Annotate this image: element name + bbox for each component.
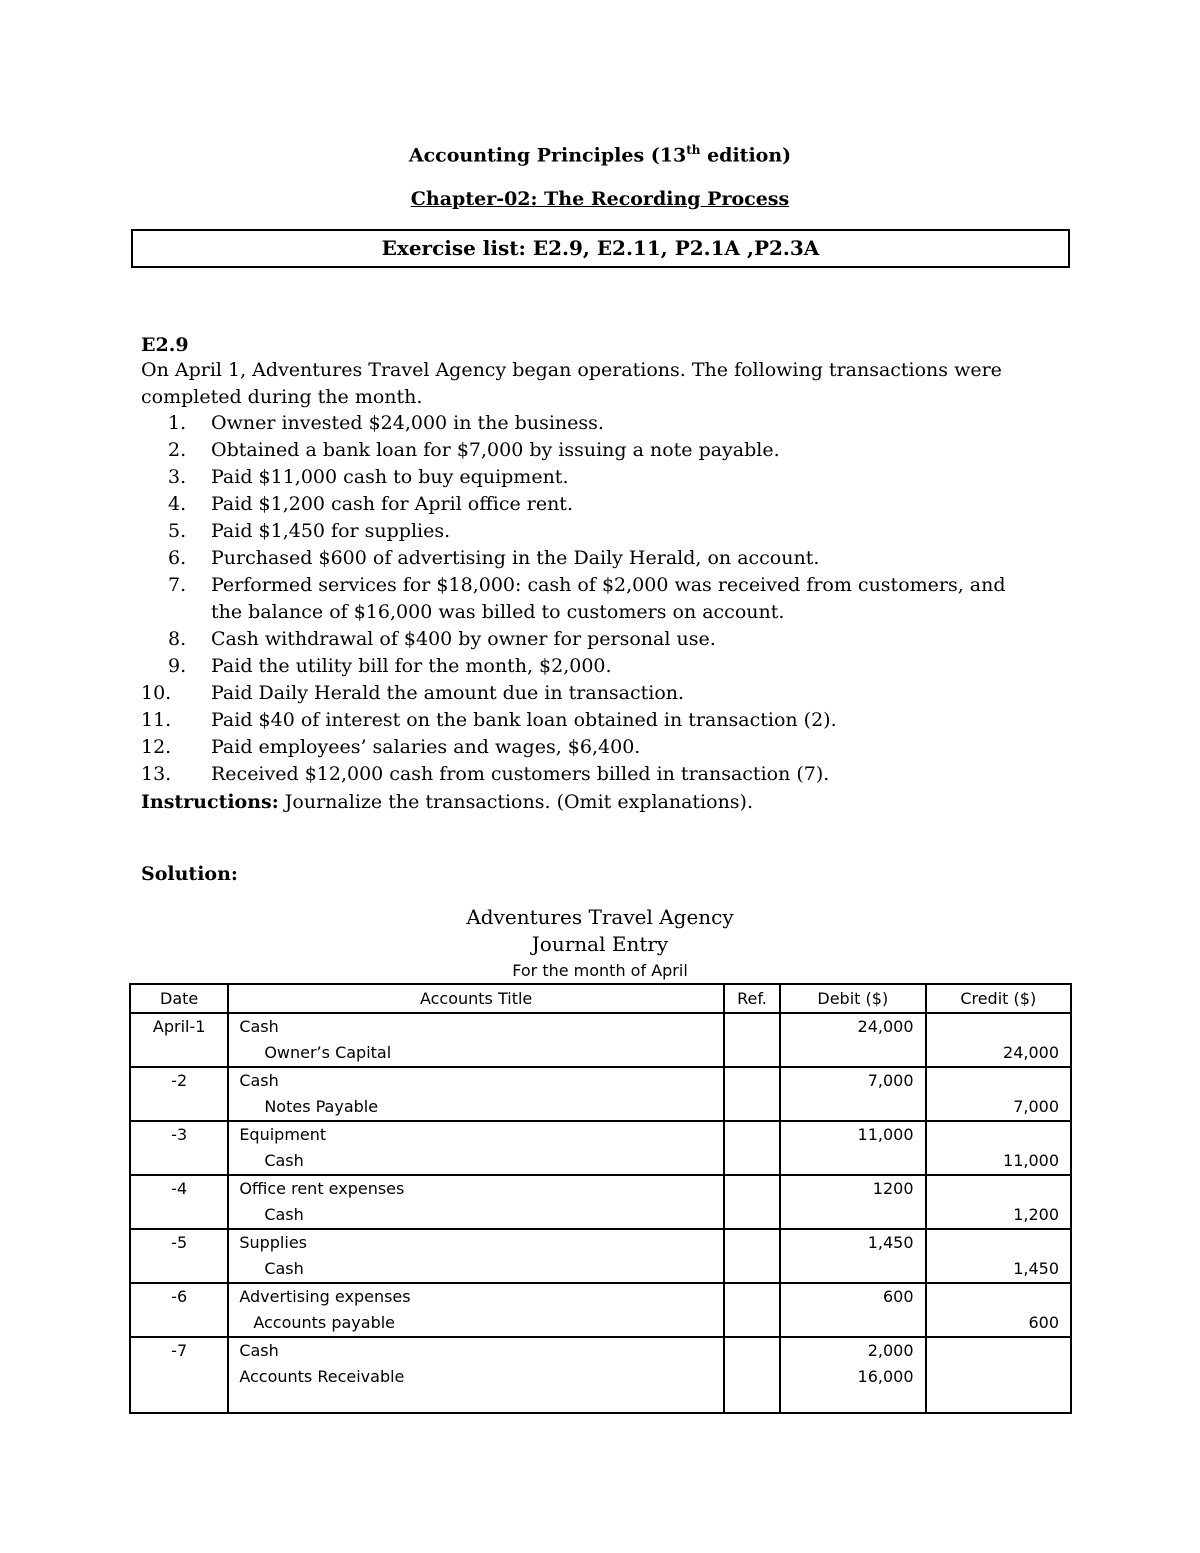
credit-amount [927, 1176, 1070, 1202]
transaction-item [141, 491, 1041, 518]
entry-debit-cell [780, 1175, 925, 1229]
transaction-item [141, 734, 1041, 761]
debit-amount [781, 1310, 924, 1336]
journal-entry-row [130, 1013, 1071, 1067]
entry-debit-cell [780, 1229, 925, 1283]
entry-accounts-cell [228, 1283, 724, 1337]
transaction-item [141, 707, 1041, 734]
transaction-item [141, 653, 1041, 680]
entry-date: -2 [171, 1071, 188, 1090]
transaction-text: Cash withdrawal of $400 by owner for personal use. [211, 628, 716, 650]
credit-amount [927, 1122, 1070, 1148]
account-title: Accounts payable [253, 1313, 396, 1332]
book-title-text: Accounting Principles (13 [408, 144, 687, 167]
book-title-end: edition) [700, 144, 792, 167]
journal-entry-row [130, 1229, 1071, 1283]
entry-date: April-1 [152, 1017, 206, 1036]
credit-amount [927, 1068, 1070, 1094]
credit-amount: 7,000 [1013, 1097, 1059, 1116]
col-credit: Credit ($) [926, 984, 1071, 1013]
account-title: Equipment [239, 1125, 327, 1144]
account-title: Accounts Receivable [239, 1367, 405, 1386]
entry-debit-cell [780, 1067, 925, 1121]
transaction-item [141, 545, 1041, 572]
entry-date-cell [130, 1013, 228, 1067]
company-name: Adventures Travel Agency [466, 905, 734, 929]
transaction-list [141, 410, 1041, 788]
entry-date: -4 [171, 1179, 188, 1198]
exercise-intro: On April 1, Adventures Travel Agency began operations. The following transactions were completed during the month. [141, 359, 1002, 408]
debit-amount [781, 1094, 924, 1120]
transaction-number: 8. [168, 628, 187, 650]
debit-amount: 2,000 [867, 1341, 914, 1360]
account-title: Cash [264, 1151, 304, 1170]
entry-credit-cell [926, 1229, 1071, 1283]
transaction-item [141, 464, 1041, 491]
journal-header-row [130, 984, 1071, 1013]
debit-amount [781, 1040, 924, 1066]
account-title: Cash [239, 1017, 279, 1036]
transaction-text: Received $12,000 cash from customers billed in transaction (7). [211, 763, 830, 785]
debit-amount: 1200 [872, 1179, 914, 1198]
book-title [0, 143, 1200, 166]
account-title: Advertising expenses [239, 1287, 411, 1306]
instructions [141, 789, 753, 816]
transaction-number: 7. [168, 574, 187, 596]
entry-credit-cell [926, 1121, 1071, 1175]
transaction-item [141, 410, 1041, 437]
journal-entry-row [130, 1067, 1071, 1121]
account-title: Cash [264, 1205, 304, 1224]
entry-ref-cell [724, 1229, 780, 1283]
transaction-text: Paid employees’ salaries and wages, $6,400. [211, 736, 641, 758]
transaction-item [141, 761, 1041, 788]
entry-accounts-cell [228, 1337, 724, 1413]
debit-amount: 24,000 [857, 1017, 914, 1036]
instructions-text: Journalize the transactions. (Omit explanations). [278, 791, 754, 813]
transaction-number: 11. [141, 709, 172, 731]
debit-amount [781, 1202, 924, 1228]
credit-amount: 24,000 [1003, 1043, 1059, 1062]
entry-date: -3 [171, 1125, 188, 1144]
journal-period: For the month of April [512, 961, 688, 980]
transaction-item [141, 437, 1041, 464]
entry-accounts-cell [228, 1067, 724, 1121]
debit-amount: 7,000 [867, 1071, 914, 1090]
transaction-item [141, 626, 1041, 653]
entry-date-cell [130, 1337, 228, 1413]
transaction-number: 13. [141, 763, 172, 785]
debit-amount: 16,000 [857, 1367, 914, 1386]
transaction-number: 5. [168, 520, 187, 542]
entry-credit-cell [926, 1337, 1071, 1413]
solution-label: Solution: [141, 863, 238, 885]
transaction-number: 10. [141, 682, 172, 704]
entry-ref-cell [724, 1013, 780, 1067]
exercise-heading: E2.9 [141, 334, 189, 356]
credit-amount: 11,000 [1003, 1151, 1059, 1170]
transaction-text: Paid $1,200 cash for April office rent. [211, 493, 573, 515]
transaction-number: 4. [168, 493, 187, 515]
entry-credit-cell [926, 1175, 1071, 1229]
entry-credit-cell [926, 1283, 1071, 1337]
transaction-text: Owner invested $24,000 in the business. [211, 412, 604, 434]
col-debit: Debit ($) [780, 984, 925, 1013]
entry-ref-cell [724, 1283, 780, 1337]
journal-entry-row [130, 1175, 1071, 1229]
exercise-list-box: Exercise list: E2.9, E2.11, P2.1A ,P2.3A [131, 229, 1070, 268]
account-title: Cash [239, 1341, 279, 1360]
entry-date: -6 [171, 1287, 188, 1306]
credit-amount [927, 1338, 1070, 1364]
transaction-number: 9. [168, 655, 187, 677]
entry-date-cell [130, 1229, 228, 1283]
debit-amount [781, 1148, 924, 1174]
entry-accounts-cell [228, 1121, 724, 1175]
transaction-item [141, 680, 1041, 707]
journal-entry-row [130, 1337, 1071, 1413]
entry-debit-cell [780, 1337, 925, 1413]
transaction-text: Paid $40 of interest on the bank loan obtained in transaction (2). [211, 709, 837, 731]
transaction-number: 12. [141, 736, 172, 758]
credit-amount [927, 1284, 1070, 1310]
credit-amount [927, 1364, 1070, 1390]
debit-amount: 1,450 [867, 1233, 914, 1252]
debit-amount: 600 [882, 1287, 914, 1306]
journal-entry-row [130, 1121, 1071, 1175]
transaction-text: Paid Daily Herald the amount due in transaction. [211, 682, 685, 704]
entry-date-cell [130, 1283, 228, 1337]
transaction-item [141, 518, 1041, 545]
entry-debit-cell [780, 1283, 925, 1337]
account-title: Owner’s Capital [264, 1043, 392, 1062]
transaction-text: Purchased $600 of advertising in the Daily Herald, on account. [211, 547, 820, 569]
entry-date-cell [130, 1067, 228, 1121]
transaction-number: 6. [168, 547, 187, 569]
entry-accounts-cell [228, 1229, 724, 1283]
transaction-text: Obtained a bank loan for $7,000 by issuing a note payable. [211, 439, 780, 461]
credit-amount [927, 1014, 1070, 1040]
account-title: Office rent expenses [239, 1179, 405, 1198]
entry-date: -5 [171, 1233, 188, 1252]
transaction-number: 3. [168, 466, 187, 488]
entry-date-cell [130, 1175, 228, 1229]
credit-amount: 600 [1028, 1313, 1059, 1332]
account-title: Notes Payable [264, 1097, 379, 1116]
account-title: Cash [264, 1259, 304, 1278]
book-title-superscript: th [686, 143, 701, 157]
debit-amount: 11,000 [857, 1125, 914, 1144]
entry-ref-cell [724, 1337, 780, 1413]
transaction-text: Paid the utility bill for the month, $2,000. [211, 655, 612, 677]
entry-credit-cell [926, 1013, 1071, 1067]
entry-accounts-cell [228, 1175, 724, 1229]
entry-accounts-cell [228, 1013, 724, 1067]
credit-amount [927, 1230, 1070, 1256]
credit-amount: 1,450 [1013, 1259, 1059, 1278]
transaction-number: 2. [168, 439, 187, 461]
account-title: Supplies [239, 1233, 307, 1252]
entry-date-cell [130, 1121, 228, 1175]
col-date: Date [130, 984, 228, 1013]
journal-body [130, 1013, 1071, 1413]
entry-debit-cell [780, 1013, 925, 1067]
transaction-text: Paid $11,000 cash to buy equipment. [211, 466, 569, 488]
transaction-text: Paid $1,450 for supplies. [211, 520, 451, 542]
transaction-text: Performed services for $18,000: cash of $2,000 was received from customers, and the balance of $16,000 was billed to customers on account. [211, 574, 1006, 623]
entry-debit-cell [780, 1121, 925, 1175]
entry-ref-cell [724, 1067, 780, 1121]
credit-amount: 1,200 [1013, 1205, 1059, 1224]
col-ref: Ref. [724, 984, 780, 1013]
account-title: Cash [239, 1071, 279, 1090]
entry-ref-cell [724, 1121, 780, 1175]
chapter-title: Chapter-02: The Recording Process [410, 188, 790, 210]
transaction-item [141, 572, 1041, 626]
debit-amount [781, 1256, 924, 1282]
instructions-label: Instructions: [141, 791, 279, 813]
entry-credit-cell [926, 1067, 1071, 1121]
entry-date: -7 [171, 1341, 188, 1360]
journal-entry-row [130, 1283, 1071, 1337]
transaction-number: 1. [168, 412, 187, 434]
col-accounts-title: Accounts Title [228, 984, 724, 1013]
entry-ref-cell [724, 1175, 780, 1229]
journal-table [129, 983, 1072, 1414]
journal-title: Journal Entry [531, 932, 669, 956]
